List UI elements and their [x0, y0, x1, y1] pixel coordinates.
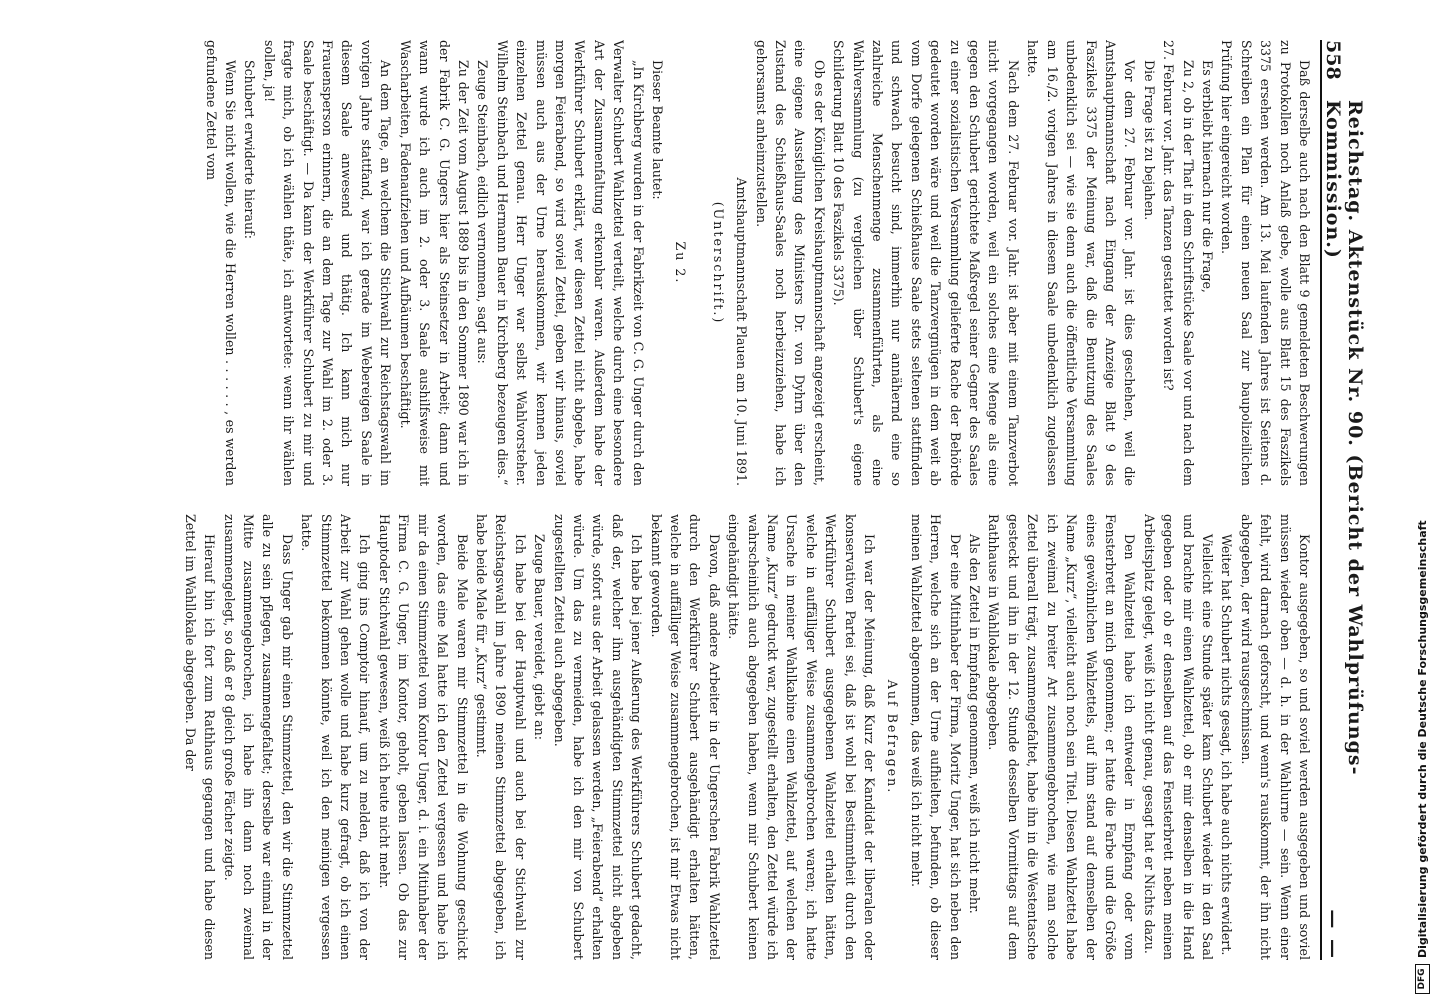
section-heading: Auf Befragen. — [885, 679, 901, 795]
credit-strip — [1412, 0, 1432, 1000]
page-header — [1320, 40, 1366, 960]
running-title: Reichstag. Aktenstück Nr. 90. (Bericht der Wahlprüfungs-Kommission.) — [1322, 100, 1366, 776]
paragraph: Dass Unger gab mir einen Stimmzettel, den wir die Stimmzettel alle zu sein pflegen, zusammengefaltet; derselbe war einmal in der Mitte zusammengebrochen, ich habe ihn dann noch zweimal zusammengelegt, so daß er 8 gleich große Fächer zeigte. — [221, 514, 295, 960]
paragraph: Ich habe bei jener Außerung des Werkführers Schubert gedacht, daß der, welcher ihm ausgehändigten Stimmzettel nicht abgeben würde, sofort aus der Arbeit gelassen werden, „Feierabend“ erhalten würde. Um das zu vermeiden, habe ich den mir von Schubert zugestellten Zettel auch abgegeben. — [551, 514, 645, 960]
paragraph: Weiter hat Schubert nichts gesagt, ich habe auch nichts erwidert. — [1219, 534, 1235, 956]
page-number: 558 — [1322, 40, 1344, 80]
paragraph: An dem Tage, an welchem die Stichwahl zur Reichstagswahl im vorigen Jahre stattfand, war ich gerade im Webereigen Saale in diesem Saale anwesend und thätig. Ich kann mich nur Frauensperson erinnern, die an dem Tage zur Wahl im 2. oder 3. Saale beschäftigt. — Da kann der Werkführer Schubert zu mir und fragte mich, ob ich wählen thäte, ich antwortete: wenn ihr wählen sollen, ja! — [261, 40, 394, 486]
paragraph: Schubert erwiderte hierauf: — [242, 60, 258, 239]
paragraph: Zeuge Bauer, vereidet, giebt an: — [532, 534, 548, 740]
paragraph: Dieser Beamte lautet: — [650, 60, 665, 200]
paragraph: „In Kirchberg wurden in der Fabrikzeit von C. G. Unger durch den Verwalter Schubert Wahlzettel verteilt, welche durch eine besondere Art der Zusammenfaltung erkennbar waren. Außerdem habe der Werkführer Schubert erklärt, wer diesen Zettel nicht abgebe, habe morgen Feierabend, so wird soviel Zettel, geben wir hinaus, soviel müssen auch aus der Urne herauskommen, wir kennen jeden einzelnen Zettel genau. Herr Unger war selbst Wahlvorsteher. Wilhelm Steinbach und Hermann Bauer in Kirchberg bezeugen dies.“ — [494, 40, 646, 486]
section-heading: Zu 2. — [673, 241, 689, 285]
text-columns — [40, 40, 1314, 960]
paragraph: Ich ging ins Comptoir hinauf, um zu melden, daß ich von der Arbeit zur Wahl gehen wolle und habe kurz gefragt, ob ich einen Stimmzettel bekommen könnte, weil ich den meinigen vergessen hatte. — [299, 514, 373, 960]
paragraph: Zu 2, ob in der That in dem Schriftstücke Saale vor und nach dem 27. Februar vor. Jahr. das Tanzen gestattet worden ist? — [1161, 40, 1196, 486]
paragraph: Vielleicht eine Stunde später kam Schubert wieder in den Saal und brachte mir einen Wahlzettel, ob er mir denselben in die Hand gegeben oder ob er denselben auf das Fensterbrett neben meinen Arbeitsplatz gelegt, weiß ich nicht genau, gesagt hat er Nichts dazu. — [1141, 514, 1215, 960]
paragraph: Daß derselbe auch nach den Blatt 9 gemeldeten Beschwerungen zu Protokollen noch Anlaß gebe, wolle aus Blatt 15 des Faszikels 3375 ersehen werden. Am 13. Mai laufenden Jahres ist Seitens d. Schreiben ein Plan für einen neuen Saal zur baupolizeilichen Prüfung hier eingereicht worden. — [1219, 40, 1312, 486]
paragraph: Ob es der Königlichen Kreishauptmannschaft angezeigt erscheint, eine eigene Ausstellung des Ministers Dr. von Dyhrn über den Zustand des Schießhaus-Saales noch herbeizuziehen, habe ich gehorsamst anheimzustellen. — [753, 40, 827, 486]
paragraph: Hierauf bin ich fort zum Rathhaus gegangen und habe diesen Zettel im Wahllokale abgegeben. Da der — [182, 514, 218, 960]
left-column — [40, 40, 1314, 486]
paragraph: Kontor ausgegeben, so und soviel werden ausgegeben und soviel müssen wieder oben — d. h. in der Wahlurne — sein. Wenn einer fehlt, wird darnach geforscht, und wenn's rauskommt, der ihn nicht abgegeben, der wird rausgeschmissen. — [1238, 514, 1312, 960]
paragraph-spacer — [694, 40, 704, 486]
paragraph: Beide Male waren mir Stimmzettel in die Wohnung geschickt worden, das eine Mal hatte ich den Zettel vergessen und habe ich mir da einen Stimmzettel vom Kontor Unger, d. i. ein Mitinhaber der Firma C. G. Unger, im Kontor, geholt, geben lassen. Ob das zur Hauptoder Stichwahl gewesen, weiß ich heute nicht mehr. — [376, 514, 470, 960]
right-column — [40, 514, 1314, 960]
paragraph: Zeuge Steinbach, eidlich vernommen, sagt aus: — [475, 60, 491, 364]
paragraph: Es verbleibt hiernach nur die Frage, — [1199, 60, 1215, 293]
paragraph: Als den Zettel in Empfang genommen, weiß ich nicht mehr. — [967, 534, 983, 914]
paragraph: Der eine Mitinhaber der Firma, Moritz Unger, hat sich neben den Herren, welche sich an der Urne aufhielten, befunden, ob dieser meinen Wahlzettel abgenommen, das weiß ich nicht mehr. — [908, 514, 963, 960]
paragraph: Ich habe bei der Hauptwahl und auch bei der Stichwahl zur Reichstagswahl im Jahre 1890 meinen Stimmzettel abgegeben, ich habe beide Male für „Kurz“ gestimmt. — [473, 514, 528, 960]
paragraph: Vor dem 27. Februar vor. Jahr. ist dies geschehen, weil die Amtshauptmannschaft nach Eingang der Anzeige Blatt 9 des Faszikels 3375 der Meinung war, daß die Benutzung des Saales unbedenklich sei — wie sie denn auch die öffentliche Versammlung am 16./2. vorigen Jahres in diesem Saale unbedenklich zugelassen hatte. — [1025, 40, 1138, 486]
paragraph: Die Frage ist zu bejahen. — [1141, 60, 1157, 221]
paragraph: Davon, daß andere Arbeiter in der Ungerschen Fabrik Wahlzettel durch den Werkführer Schubert ausgehändigt erhalten hätten, welche in auffälliger Weise zusammengebrochen, ist mir Etwas nicht bekannt geworden. — [648, 514, 722, 960]
credit-text: Digitalisierung gefördert durch die Deutsche Forschungsgemeinschaft — [1415, 520, 1429, 958]
date-line: Amtshauptmannschaft Plauen am 10. Juni 1891. — [734, 177, 750, 486]
dfg-logo: DFG — [1415, 964, 1430, 994]
paragraph: Zu der Zeit vom August 1889 bis in den Sommer 1890 war ich in der Fabrik C. G. Ungers hier als Steinsetzer in Arbeit; dann und wann wurde ich auch im 2. oder 3. Saale aushilfsweise mit Wascharbeiten, Fadenaufziehen und Aufbäumen beschäftigt. — [397, 40, 471, 486]
header-ornament: — — — [1322, 909, 1344, 960]
paragraph: Wenn Sie nicht wollen, wie die Herren wollen . . . . . . , es werden gefundene Zettel vom — [203, 40, 239, 486]
paragraph: Nach dem 27. Februar vor. Jahr. ist aber mit einem Tanzverbot nicht vorgegangen worden, weil ein solches eine Menge als eine gegen den Schubert gerichtete Maßregel seiner Gegner des Saales zu einer sozialistischen Versammlung gelieferte Rache der Behörde gedeutet worden wäre und weil die Tanzvergnügen in dem weit ab vom Dorfe gelegenen Schießhause Saale stets seltenen stattfinden und schwach besucht sind, immerhin nur annähernd eine so zahlreiche Menschenmenge zusammenführten, als eine Wahlversammlung (zu vergleichen über Schubert's eigene Schilderung Blatt 10 des Faszikels 3375). — [831, 40, 1021, 486]
paragraph: Ich war der Meinung, daß Kurz der Kandidat der liberalen oder konservativen Partei sei, daß ist wohl bei Bestimmtheit durch den Werkführer Schubert ausgegebenen Wahlzettel erhalten hätten, welche in auffälliger Weise zusammengebrochen waren; ich hatte Ursache in meiner Wahlkabine einen Wahlzettel, auf welchen der Name „Kurz“ gedruckt war, zugestellt erhalten, den Zettel würde ich wahrscheinlich auch abgegeben haben, wenn mir Schubert keinen eingehändigt hätte. — [726, 514, 878, 960]
paragraph: Den Wahlzettel habe ich entweder in Empfang oder vom Fensterbrett an mich genommen; er hatte die Farbe und die Größe eines gewöhnlichen Wahlzettels, auf ihm stand auf demselben der Name „Kurz“, vielleicht auch noch sein Titel. Diesen Wahlzettel habe ich zweimal zu breiter Art zusammengebrochen, wie man solche Zettel überall trägt, zusammengefaltet, habe ihn in die Westentasche gesteckt und ihn in der 12. Stunde desselben Vormittags auf dem Rathhause in Wahllokale abgegeben. — [986, 514, 1138, 960]
section-heading: (Unterschrift.) — [710, 201, 726, 325]
